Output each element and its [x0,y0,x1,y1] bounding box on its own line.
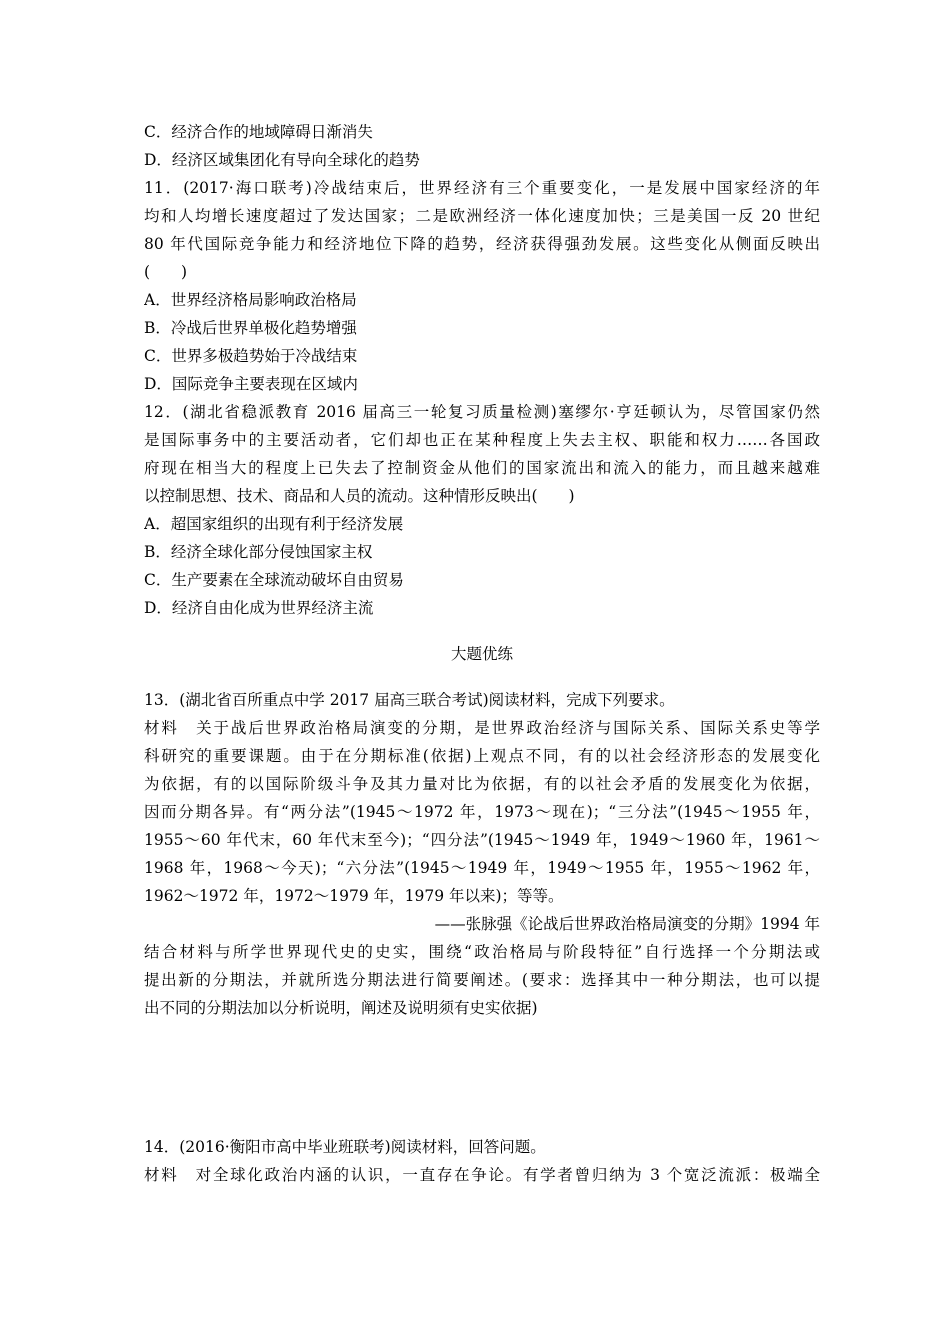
text-line: B．经济全球化部分侵蚀国家主权 [144,543,373,561]
text-line: A．超国家组织的出现有利于经济发展 [144,515,404,533]
section-heading: 大题优练 [450,645,513,663]
document-body [144,118,820,1189]
text-line: C．生产要素在全球流动破坏自由贸易 [144,571,404,589]
text-line: 1955～60 年代末，60 年代末至今)；“四分法”(1945～1949 年，1949～1960 年，1961～ [144,831,820,849]
text-line: B．冷战后世界单极化趋势增强 [144,319,357,337]
text-line: D．经济自由化成为世界经济主流 [144,599,374,617]
text-line: D．国际竞争主要表现在区域内 [144,375,358,393]
text-line: 以控制思想、技术、商品和人员的流动。这种情形反映出( ) [144,487,575,505]
text-line: 14．(2016·衡阳市高中毕业班联考)阅读材料，回答问题。 [144,1138,546,1156]
text-line: ( ) [144,263,188,281]
text-line: 因而分期各异。有“两分法”(1945～1972 年，1973～现在)；“三分法”(1945～1955 年， [144,803,820,821]
text-line: 1962～1972 年，1972～1979 年，1979 年以来)；等等。 [144,887,564,905]
text-line: 府现在相当大的程度上已失去了控制资金从他们的国家流出和流入的能力，而且越来越难 [144,459,820,477]
spacer [144,1022,820,1133]
text-line: 13．(湖北省百所重点中学 2017 届高三联合考试)阅读材料，完成下列要求。 [144,691,675,709]
spacer [144,622,820,640]
text-line: 材料 对全球化政治内涵的认识，一直存在争论。有学者曾归纳为 3 个宽泛流派：极端全 [144,1166,820,1184]
text-line: D．经济区域集团化有导向全球化的趋势 [144,151,420,169]
text-line: 80 年代国际竞争能力和经济地位下降的趋势，经济获得强劲发展。这些变化从侧面反映出 [144,235,820,253]
text-line: ——张脉强《论战后世界政治格局演变的分期》1994 年 [434,915,820,933]
text-line: 均和人均增长速度超过了发达国家；二是欧洲经济一体化速度加快；三是美国一反 20 世纪 [144,207,820,225]
text-line: A．世界经济格局影响政治格局 [144,291,357,309]
text-line: 科研究的重要课题。由于在分期标准(依据)上观点不同，有的以社会经济形态的发展变化 [144,747,820,765]
text-line: 12．(湖北省稳派教育 2016 届高三一轮复习质量检测)塞缪尔·亨廷顿认为，尽管国家仍然 [144,403,820,421]
text-line: C．经济合作的地域障碍日渐消失 [144,123,373,141]
text-line: 11．(2017·海口联考)冷战结束后，世界经济有三个重要变化，一是发展中国家经济的年 [144,179,820,197]
text-line: 材料 关于战后世界政治格局演变的分期，是世界政治经济与国际关系、国际关系史等学 [144,719,820,737]
spacer [144,668,820,686]
text-line: C．世界多极趋势始于冷战结束 [144,347,358,365]
text-line: 结合材料与所学世界现代史的史实，围绕“政治格局与阶段特征”自行选择一个分期法或 [144,943,820,961]
text-line: 出不同的分期法加以分析说明，阐述及说明须有史实依据) [144,999,538,1017]
text-line: 1968 年，1968～今天)；“六分法”(1945～1949 年，1949～1955 年，1955～1962 年， [144,859,820,877]
text-line: 提出新的分期法，并就所选分期法进行简要阐述。(要求：选择其中一种分期法，也可以提 [144,971,820,989]
text-line: 为依据，有的以国际阶级斗争及其力量对比为依据，有的以社会矛盾的发展变化为依据， [144,775,820,793]
text-line: 是国际事务中的主要活动者，它们却也正在某种程度上失去主权、职能和权力……各国政 [144,431,820,449]
